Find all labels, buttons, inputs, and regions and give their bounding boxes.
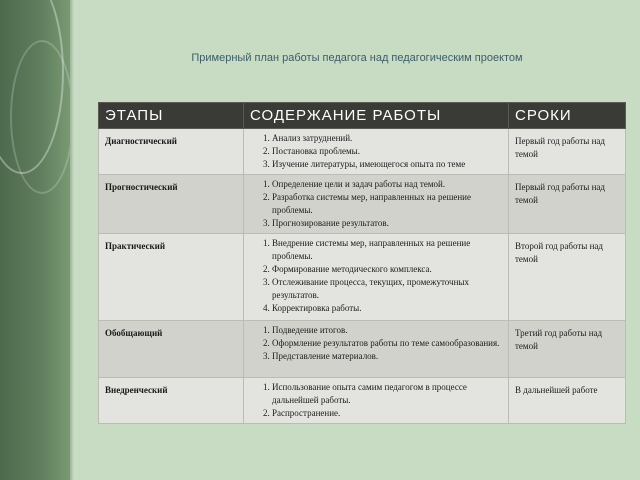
plan-table [98, 102, 626, 424]
list-item: 1. Анализ затруднений. [272, 132, 502, 145]
term-cell: Второй год работы над темой [509, 234, 626, 321]
list-item: 1. Использование опыта самим педагогом в процессе дальнейшей работы. [272, 381, 502, 407]
list-item: 3. Прогнозирование результатов. [272, 217, 502, 230]
list-item: 3. Представление материалов. [272, 350, 502, 363]
list-item: 3. Отслеживание процесса, текущих, промежуточных результатов. [272, 276, 502, 302]
decorative-sidebar [0, 0, 70, 480]
list-item: 2. Оформление результатов работы по теме самообразования. [272, 337, 502, 350]
term-cell: Третий год работы над темой [509, 321, 626, 378]
table-row [99, 175, 626, 234]
stage-cell: Обобщающий [99, 321, 244, 378]
term-cell: Первый год работы над темой [509, 129, 626, 175]
list-item: 1. Определение цели и задач работы над темой. [272, 178, 502, 191]
sidebar-divider [70, 0, 74, 480]
content-cell [244, 175, 509, 234]
table-row [99, 321, 626, 378]
table-row [99, 378, 626, 424]
content-cell [244, 129, 509, 175]
stage-cell: Прогностический [99, 175, 244, 234]
stage-cell: Практический [99, 234, 244, 321]
table-row [99, 129, 626, 175]
list-item: 1. Подведение итогов. [272, 324, 502, 337]
page-title: Примерный план работы педагога над педагогическим проектом [191, 52, 523, 64]
term-cell: Первый год работы над темой [509, 175, 626, 234]
stage-cell: Диагностический [99, 129, 244, 175]
list-item: 2. Разработка системы мер, направленных на решение проблемы. [272, 191, 502, 217]
content-cell [244, 378, 509, 424]
table-header-row [99, 103, 626, 129]
list-item: 1. Внедрение системы мер, направленных на решение проблемы. [272, 237, 502, 263]
header-terms: СРОКИ [509, 103, 626, 129]
header-content: СОДЕРЖАНИЕ РАБОТЫ [244, 103, 509, 129]
term-cell: В дальнейшей работе [509, 378, 626, 424]
stage-cell: Внедренческий [99, 378, 244, 424]
list-item: 2. Распространение. [272, 407, 502, 420]
list-item: 3. Изучение литературы, имеющегося опыта по теме [272, 158, 502, 171]
list-item: 4. Корректировка работы. [272, 302, 502, 315]
content-cell [244, 234, 509, 321]
table-row [99, 234, 626, 321]
decorative-swirl [10, 40, 70, 194]
list-item: 2. Постановка проблемы. [272, 145, 502, 158]
header-stages: ЭТАПЫ [99, 103, 244, 129]
list-item: 2. Формирование методического комплекса. [272, 263, 502, 276]
content-cell [244, 321, 509, 378]
